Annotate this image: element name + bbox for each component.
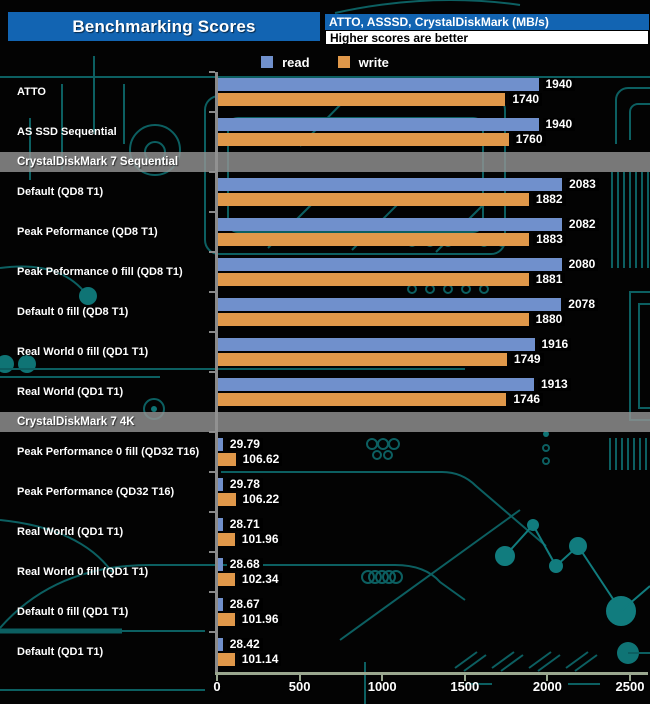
row-label: Default 0 fill (QD8 T1) [17, 306, 129, 318]
read-value: 1940 [543, 78, 576, 91]
row-bars [218, 552, 650, 592]
read-bar [218, 518, 223, 531]
write-bar-line [218, 453, 650, 466]
write-swatch-icon [338, 56, 350, 68]
benchmark-row [0, 112, 650, 152]
row-bars [218, 112, 650, 152]
read-bar-line [218, 118, 650, 131]
chart-rows [0, 72, 650, 672]
read-value: 29.78 [227, 478, 263, 491]
write-bar [218, 453, 236, 466]
write-value: 101.96 [239, 533, 282, 546]
chart-note-bar: Higher scores are better [325, 30, 649, 45]
write-value: 1760 [513, 133, 546, 146]
row-label: Peak Peformance 0 fill (QD8 T1) [17, 266, 183, 278]
write-bar [218, 653, 235, 666]
read-value: 1913 [538, 378, 571, 391]
row-bars [218, 432, 650, 472]
read-value: 2083 [566, 178, 599, 191]
read-value: 28.42 [227, 638, 263, 651]
row-label: Real World 0 fill (QD1 T1) [17, 346, 149, 358]
row-bars [218, 512, 650, 552]
row-label: Real World (QD1 T1) [17, 526, 124, 538]
write-bar-line [218, 273, 650, 286]
read-bar-line [218, 258, 650, 271]
write-bar-line [218, 313, 650, 326]
read-bar-line [218, 338, 650, 351]
read-bar [218, 598, 223, 611]
write-bar-line [218, 533, 650, 546]
row-label: Peak Performance (QD32 T16) [17, 486, 175, 498]
read-bar [218, 478, 223, 491]
row-label: Peak Peformance (QD8 T1) [17, 226, 158, 238]
legend-write-label: write [358, 54, 389, 70]
row-bars [218, 212, 650, 252]
row-label: ATTO [17, 86, 46, 98]
section-header-row [0, 152, 650, 172]
read-bar [218, 78, 539, 91]
x-axis-line [215, 672, 648, 675]
row-label: Real World 0 fill (QD1 T1) [17, 566, 149, 578]
write-value: 101.96 [239, 613, 282, 626]
write-bar-line [218, 613, 650, 626]
benchmark-row [0, 172, 650, 212]
read-value: 2082 [566, 218, 599, 231]
row-label: Default 0 fill (QD1 T1) [17, 606, 129, 618]
read-bar [218, 178, 562, 191]
write-bar [218, 613, 235, 626]
read-bar-line [218, 438, 650, 451]
row-label: Peak Performance 0 fill (QD32 T16) [17, 446, 200, 458]
row-bars [218, 592, 650, 632]
read-value: 28.67 [227, 598, 263, 611]
write-bar [218, 193, 529, 206]
write-bar-line [218, 493, 650, 506]
write-value: 1881 [533, 273, 566, 286]
row-label: Default (QD8 T1) [17, 186, 104, 198]
x-axis-tick-label: 500 [288, 679, 311, 694]
write-value: 1882 [533, 193, 566, 206]
write-bar [218, 313, 529, 326]
section-header-row [0, 412, 650, 432]
read-bar-line [218, 378, 650, 391]
benchmark-row [0, 252, 650, 292]
section-header-label: CrystalDiskMark 7 4K [17, 416, 135, 428]
write-value: 101.14 [239, 653, 282, 666]
read-bar [218, 558, 223, 571]
read-value: 1916 [539, 338, 572, 351]
read-bar [218, 218, 562, 231]
benchmark-row [0, 552, 650, 592]
write-bar [218, 353, 507, 366]
write-bar [218, 233, 529, 246]
x-axis-tick-label: 2000 [532, 679, 562, 694]
benchmark-row [0, 432, 650, 472]
benchmark-row [0, 332, 650, 372]
row-bars [218, 372, 650, 412]
x-axis-tick-label: 2500 [615, 679, 645, 694]
benchmark-row [0, 372, 650, 412]
write-value: 106.62 [240, 453, 283, 466]
write-bar-line [218, 193, 650, 206]
read-bar [218, 438, 223, 451]
read-bar-line [218, 218, 650, 231]
row-label: AS SSD Sequential [17, 126, 117, 138]
legend [0, 54, 650, 70]
row-bars [218, 252, 650, 292]
write-bar [218, 93, 505, 106]
read-bar-line [218, 598, 650, 611]
write-value: 1883 [533, 233, 566, 246]
write-value: 106.22 [240, 493, 283, 506]
write-bar [218, 273, 529, 286]
benchmark-row [0, 72, 650, 112]
write-value: 1740 [509, 93, 542, 106]
row-bars [218, 632, 650, 672]
row-bars [218, 332, 650, 372]
read-bar-line [218, 78, 650, 91]
benchmark-row [0, 212, 650, 252]
write-bar [218, 533, 235, 546]
write-value: 1880 [533, 313, 566, 326]
row-bars [218, 472, 650, 512]
x-axis-tick-label: 0 [213, 679, 221, 694]
read-bar [218, 378, 534, 391]
row-bars [218, 172, 650, 212]
read-value: 29.79 [227, 438, 263, 451]
chart-title: Benchmarking Scores [8, 12, 320, 41]
legend-item-write [338, 55, 389, 70]
write-bar-line [218, 353, 650, 366]
benchmark-row [0, 472, 650, 512]
legend-read-label: read [282, 54, 310, 70]
write-value: 1746 [510, 393, 543, 406]
read-bar-line [218, 638, 650, 651]
read-bar [218, 258, 562, 271]
write-bar-line [218, 653, 650, 666]
write-bar [218, 133, 509, 146]
row-bars [218, 72, 650, 112]
write-bar-line [218, 233, 650, 246]
read-value: 2078 [565, 298, 598, 311]
x-axis-tick-label: 1500 [450, 679, 480, 694]
write-bar-line [218, 133, 650, 146]
read-value: 28.71 [227, 518, 263, 531]
write-bar-line [218, 93, 650, 106]
write-bar-line [218, 393, 650, 406]
row-label: Default (QD1 T1) [17, 646, 104, 658]
chart-subtitle-bar: ATTO, ASSSD, CrystalDiskMark (MB/s) [325, 14, 649, 30]
read-bar [218, 118, 539, 131]
read-swatch-icon [261, 56, 273, 68]
read-bar-line [218, 558, 650, 571]
read-value: 1940 [543, 118, 576, 131]
row-label: Real World (QD1 T1) [17, 386, 124, 398]
benchmark-row [0, 512, 650, 552]
read-bar-line [218, 298, 650, 311]
read-bar-line [218, 518, 650, 531]
read-bar [218, 298, 561, 311]
write-value: 102.34 [239, 573, 282, 586]
read-bar-line [218, 478, 650, 491]
benchmark-row [0, 292, 650, 332]
read-bar [218, 638, 223, 651]
read-bar [218, 338, 535, 351]
write-bar [218, 493, 236, 506]
legend-item-read [261, 55, 309, 70]
write-bar [218, 393, 506, 406]
read-value: 28.68 [227, 558, 263, 571]
x-axis-tick-label: 1000 [367, 679, 397, 694]
read-value: 2080 [566, 258, 599, 271]
chart-area [0, 72, 650, 704]
read-bar-line [218, 178, 650, 191]
benchmark-row [0, 592, 650, 632]
write-bar-line [218, 573, 650, 586]
write-value: 1749 [511, 353, 544, 366]
section-header-label: CrystalDiskMark 7 Sequential [17, 156, 179, 168]
row-bars [218, 292, 650, 332]
benchmark-row [0, 632, 650, 672]
write-bar [218, 573, 235, 586]
